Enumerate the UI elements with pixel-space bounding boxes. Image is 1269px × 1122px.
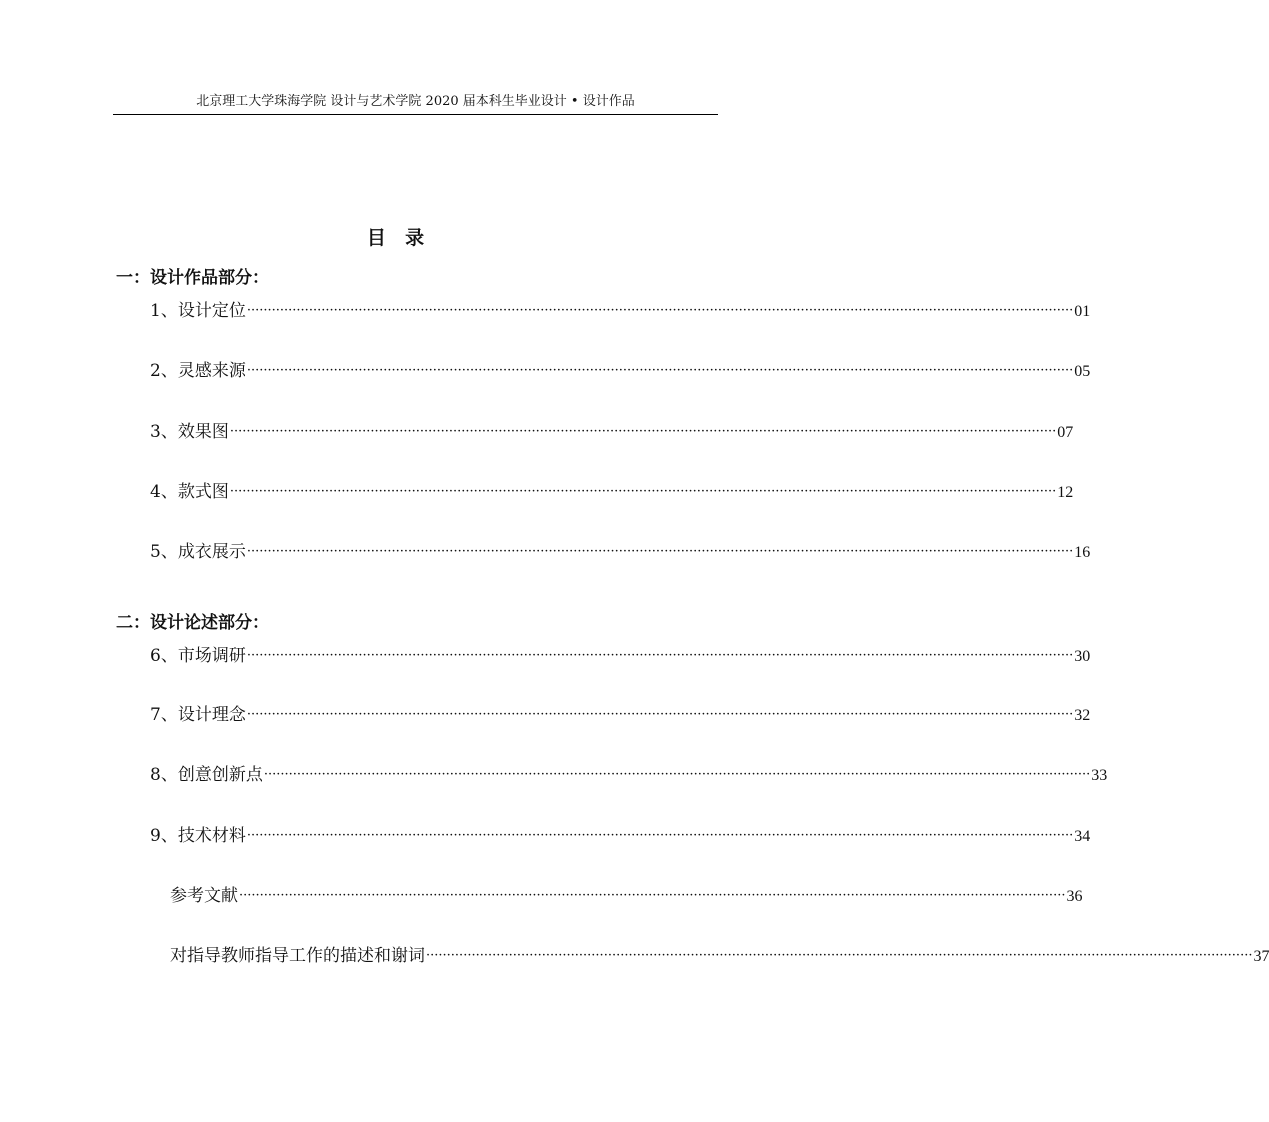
- toc-entry-label: 9、技术材料: [150, 826, 246, 846]
- toc-entry-page: 16: [1074, 544, 1091, 561]
- dot-leader: ········································································································································································································: [263, 767, 1091, 782]
- toc-entry-label: 1、设计定位: [150, 301, 246, 321]
- toc-entry-page: 30: [1074, 648, 1091, 665]
- toc-entry-label: 对指导教师指导工作的描述和谢词: [170, 946, 425, 966]
- dot-leader: ········································································································································································································: [229, 484, 1057, 499]
- toc-entry-label: 7、设计理念: [150, 705, 246, 725]
- toc-entry-page: 32: [1074, 707, 1091, 724]
- toc-entry-acknowledgements[interactable]: [170, 944, 1269, 970]
- toc-entry[interactable]: [150, 359, 1091, 385]
- toc-entry[interactable]: [150, 824, 1091, 850]
- dot-leader: ········································································································································································································: [239, 888, 1066, 903]
- dot-leader: ········································································································································································································: [426, 948, 1253, 963]
- toc-entry-references[interactable]: [170, 884, 1083, 910]
- toc-entry[interactable]: [150, 703, 1091, 729]
- toc-title: 目 录: [366, 227, 427, 249]
- section-heading-design-discussion: 二：设计论述部分：: [116, 613, 269, 633]
- dot-leader: ········································································································································································································: [229, 424, 1057, 439]
- dot-leader: ········································································································································································································: [246, 544, 1074, 559]
- toc-entry-page: 01: [1074, 303, 1091, 320]
- page-header: 北京理工大学珠海学院 设计与艺术学院 2020 届本科生毕业设计 • 设计作品: [113, 92, 718, 115]
- dot-leader: ········································································································································································································: [246, 303, 1074, 318]
- toc-entry[interactable]: [150, 644, 1091, 670]
- toc-entry-label: 5、成衣展示: [150, 542, 246, 562]
- toc-entry-page: 36: [1066, 888, 1083, 905]
- toc-entry-label: 参考文献: [170, 886, 238, 906]
- toc-entry-page: 34: [1074, 828, 1091, 845]
- toc-entry-page: 33: [1091, 767, 1108, 784]
- toc-entry-label: 6、市场调研: [150, 646, 246, 666]
- toc-entry[interactable]: [150, 763, 1108, 789]
- dot-leader: ········································································································································································································: [246, 707, 1074, 722]
- toc-entry-page: 12: [1057, 484, 1074, 501]
- toc-entry-label: 2、灵感来源: [150, 361, 246, 381]
- section-heading-design-works: 一：设计作品部分：: [116, 268, 269, 288]
- dot-leader: ········································································································································································································: [246, 363, 1074, 378]
- dot-leader: ········································································································································································································: [246, 828, 1074, 843]
- toc-entry-label: 3、效果图: [150, 422, 229, 442]
- dot-leader: ········································································································································································································: [246, 648, 1074, 663]
- toc-entry-label: 8、创意创新点: [150, 765, 263, 785]
- toc-entry[interactable]: [150, 420, 1074, 446]
- toc-entry-label: 4、款式图: [150, 482, 229, 502]
- toc-entry-page: 07: [1057, 424, 1074, 441]
- toc-entry[interactable]: [150, 299, 1091, 325]
- toc-entry[interactable]: [150, 540, 1091, 566]
- toc-entry-page: 37: [1253, 948, 1269, 965]
- toc-entry-page: 05: [1074, 363, 1091, 380]
- toc-entry[interactable]: [150, 480, 1074, 506]
